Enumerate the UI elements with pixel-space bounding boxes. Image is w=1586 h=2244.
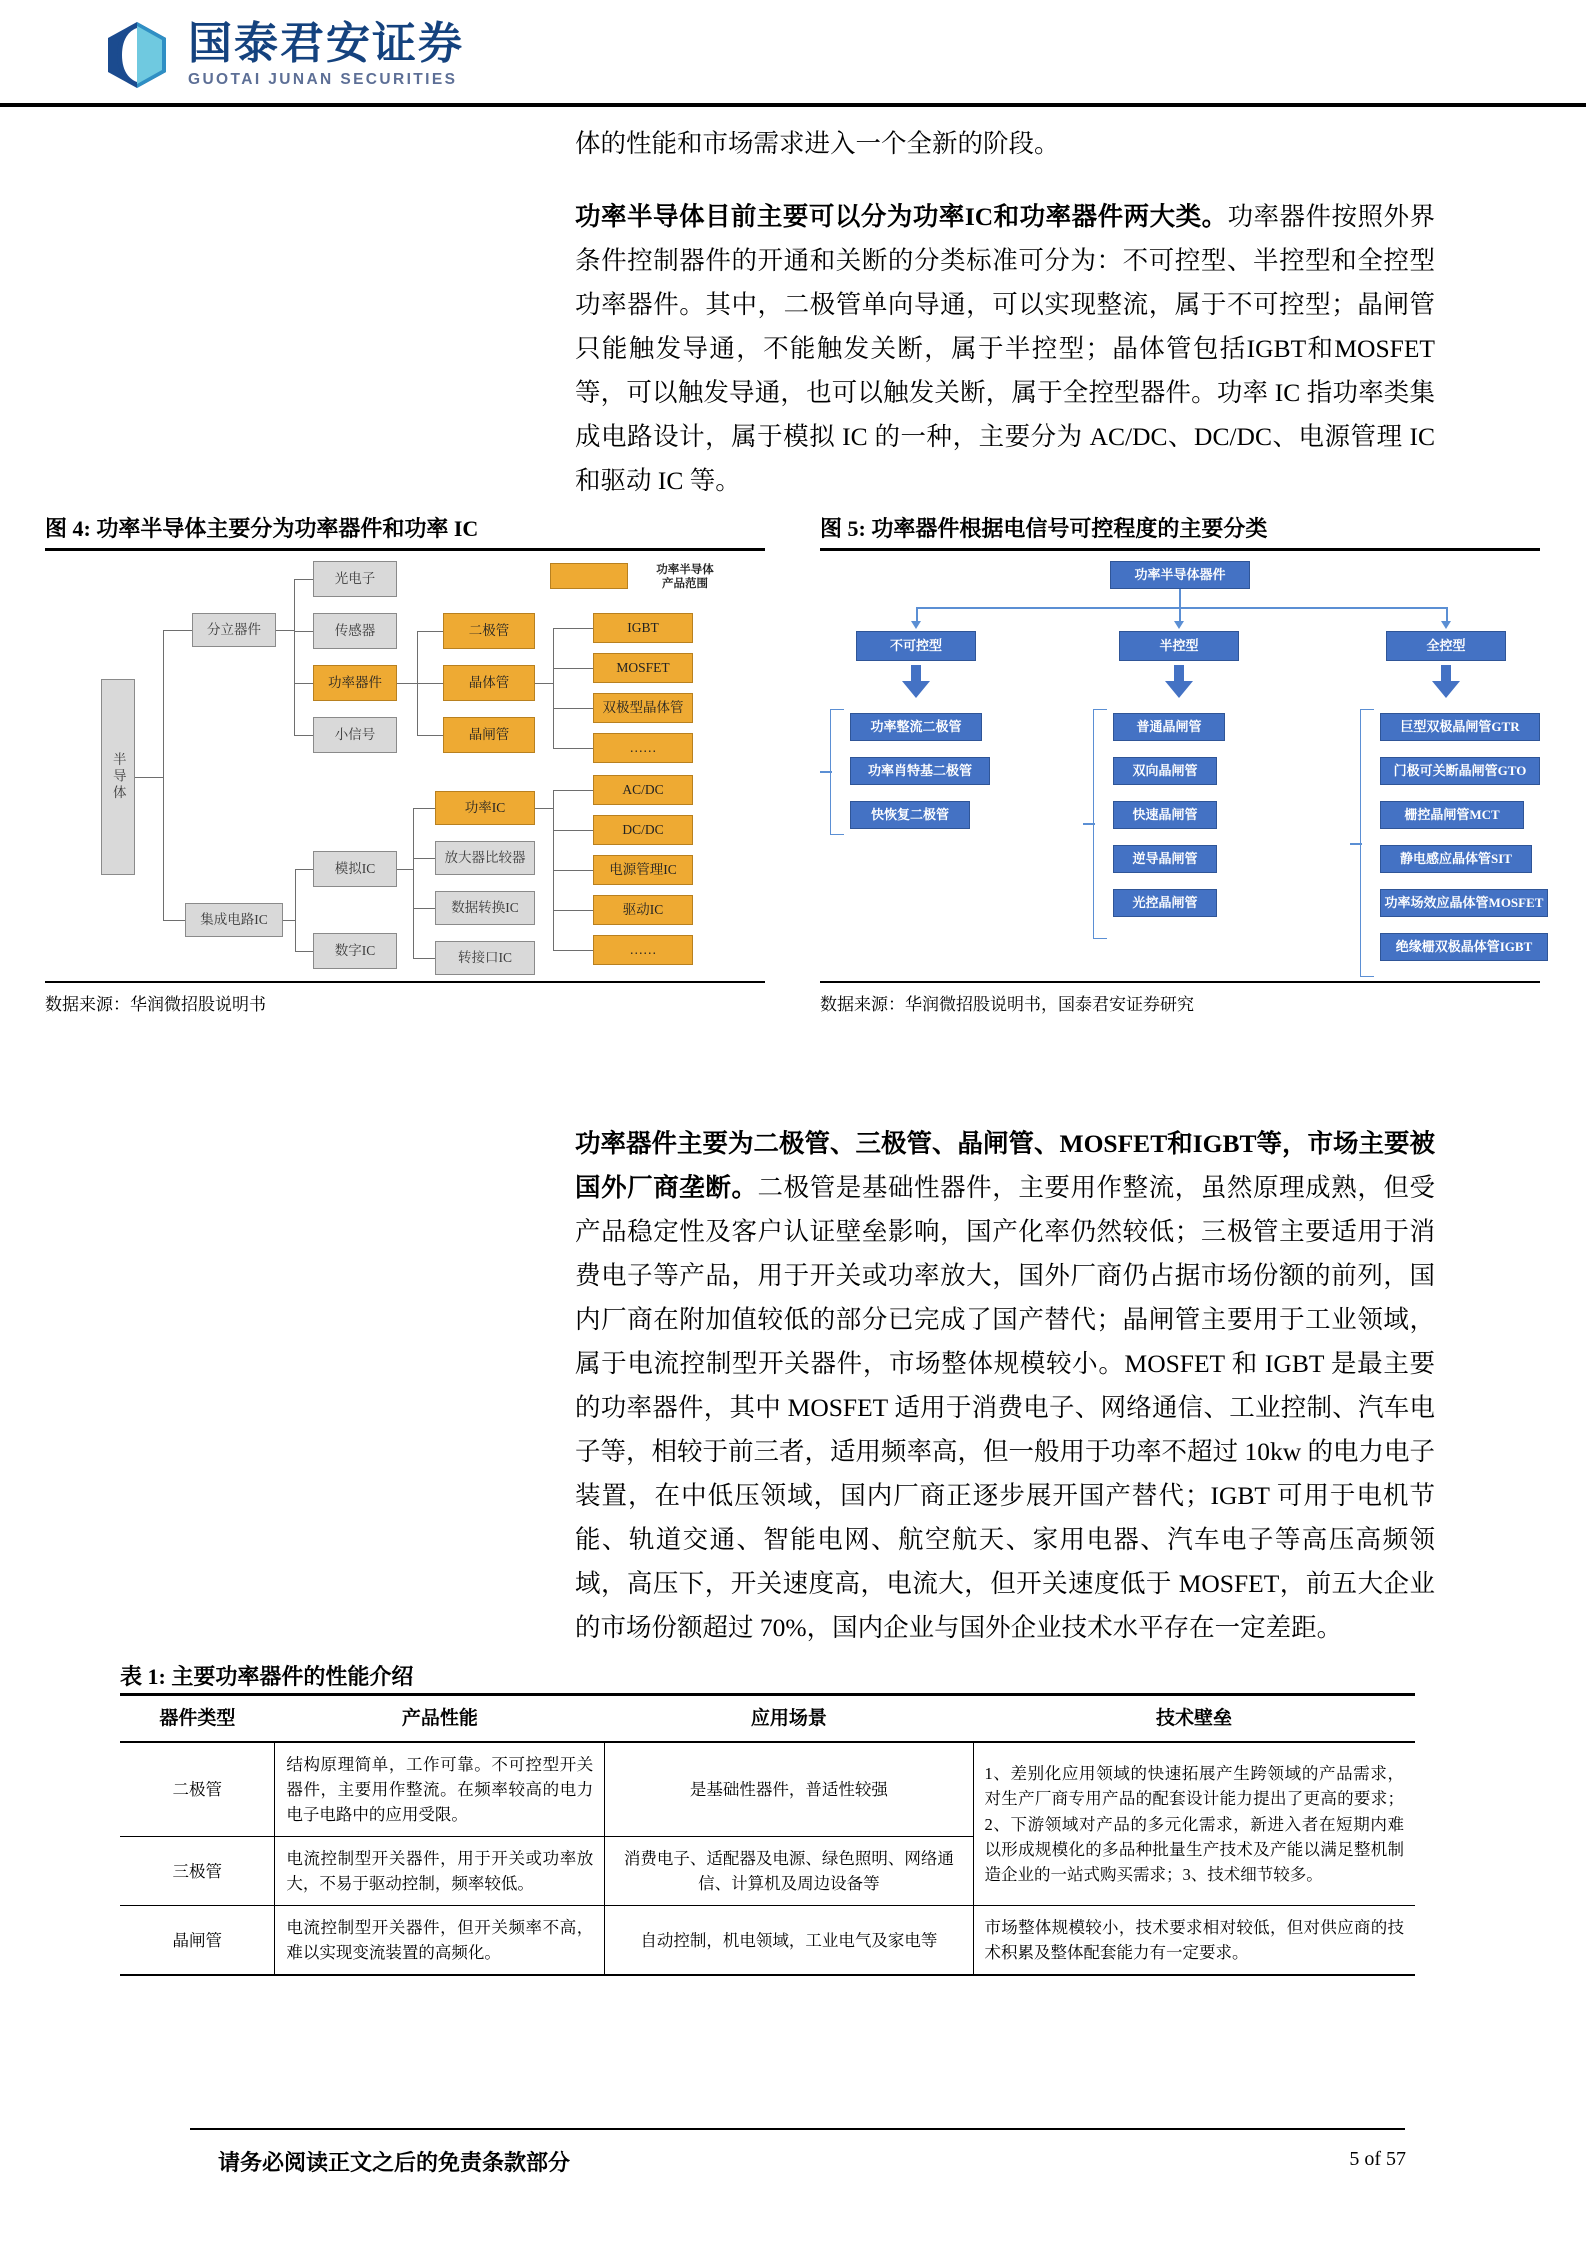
- col-header-scenario: 应用场景: [750, 1708, 827, 1729]
- paragraph-3-block: [575, 1122, 1435, 1650]
- table-1-title: [120, 1660, 413, 1691]
- node-diode: 二极管: [443, 613, 535, 649]
- link-discrete-h: [276, 630, 294, 631]
- col-header-barrier: 技术壁垒: [1155, 1708, 1232, 1729]
- arrow-left-icon: [911, 621, 921, 629]
- figure-5-source: 数据来源：华润微招股说明书，国泰君安证券研究: [820, 994, 1194, 1014]
- node-root-power-device: 功率半导体器件: [1110, 561, 1250, 589]
- item-semicontrolled-2: 快速晶闸管: [1113, 801, 1217, 829]
- link-tr-v: [553, 628, 554, 748]
- col-header-type: 器件类型: [159, 1708, 236, 1729]
- item-uncontrolled-2: 快恢复二极管: [850, 801, 970, 829]
- figure-4-title: [45, 512, 765, 548]
- table-header-row: [120, 1698, 1415, 1742]
- node-analog-ic: 模拟IC: [313, 851, 397, 887]
- arrow-mid-icon: [1174, 621, 1184, 629]
- node-root: 半导体: [101, 679, 135, 875]
- link-root-to-ic: [163, 920, 185, 921]
- node-thyristor: 晶闸管: [443, 717, 535, 753]
- table-1: [120, 1698, 1415, 1976]
- figure-5-label: 图 5:: [820, 516, 866, 541]
- item-uncontrolled-0: 功率整流二极管: [850, 713, 982, 741]
- link-a-dconv: [413, 908, 435, 909]
- link-d-sensor: [294, 631, 313, 632]
- link-pi-etc: [553, 950, 593, 951]
- paragraph-continued: 体的性能和市场需求进入一个全新的阶段。: [575, 129, 1060, 158]
- link-an-v: [413, 808, 414, 958]
- table-row: [120, 1906, 1415, 1976]
- cell-type-1: 三极管: [120, 1837, 275, 1906]
- fat-arrow-fullcontrolled-icon: [1431, 665, 1461, 699]
- footer-page-number: 5 of 57: [1349, 2148, 1406, 2170]
- link-tr-h: [535, 683, 553, 684]
- node-small-signal: 小信号: [313, 717, 397, 753]
- link-ic-analog: [295, 869, 313, 870]
- node-sensor: 传感器: [313, 613, 397, 649]
- link-p-thy: [417, 735, 443, 736]
- link-t-bjt: [553, 708, 593, 709]
- node-amp-comp: 放大器比较器: [435, 841, 535, 875]
- bracket-semicontrolled: [1093, 709, 1107, 939]
- link-power-h: [397, 683, 417, 684]
- bracket-tick-uncontrolled: [820, 771, 832, 773]
- bracket-tick-semicontrolled: [1083, 823, 1095, 825]
- node-data-conv: 数据转换IC: [435, 891, 535, 925]
- link-an-h: [397, 869, 413, 870]
- paragraph-3: [575, 1122, 1435, 1650]
- table-1-caption: 主要功率器件的性能介绍: [171, 1664, 414, 1689]
- node-digital-ic: 数字IC: [313, 933, 397, 969]
- figure-5-caption: 功率器件根据电信号可控程度的主要分类: [871, 516, 1268, 541]
- page-header: [0, 0, 1586, 110]
- node-dcdc: DC/DC: [593, 815, 693, 845]
- figure-5-title: [820, 512, 1540, 548]
- cell-type-2: 晶闸管: [120, 1906, 275, 1976]
- item-fullcontrolled-5: 绝缘栅双极晶体管IGBT: [1380, 933, 1548, 961]
- paragraph-2-block: [575, 195, 1435, 503]
- fat-arrow-uncontrolled-icon: [901, 665, 931, 699]
- cell-performance-0: 结构原理简单，工作可靠。不可控型开关器件，主要用作整流。在频率较高的电力电子电路中的应用受限。: [275, 1742, 605, 1837]
- node-igbt: IGBT: [593, 613, 693, 643]
- link-ic-v: [295, 869, 296, 951]
- link-root-h: [135, 777, 163, 778]
- link-pi-acdc: [553, 790, 593, 791]
- item-semicontrolled-3: 逆导晶闸管: [1113, 845, 1217, 873]
- footer-disclaimer: 请务必阅读正文之后的免责条款部分: [218, 2150, 571, 2175]
- legend-swatch: [550, 563, 628, 589]
- link-t-igbt: [553, 628, 593, 629]
- figure-5-diagram: [820, 551, 1544, 981]
- node-discrete: 分立器件: [192, 613, 276, 647]
- link-pi-dcdc: [553, 830, 593, 831]
- link-a-amp: [413, 858, 435, 859]
- node-power-device: 功率器件: [313, 665, 397, 701]
- link-ic-h: [283, 920, 295, 921]
- cell-scenario-1: 消费电子、适配器及电源、绿色照明、网络通信、计算机及周边设备等: [605, 1837, 973, 1906]
- logo-mark-icon: [100, 18, 174, 92]
- node-interface-ic: 转接口IC: [435, 941, 535, 975]
- table-1-rule-top: [120, 1693, 1415, 1696]
- link-pic-h: [535, 808, 553, 809]
- paragraph-2-rest: 功率器件按照外界条件控制器件的开通和关断的分类标准可分为：不可控型、半控型和全控型功率器件。其中，二极管单向导通，可以实现整流，属于不可控型；晶闸管只能触发导通，不能触发关断，属于半控型；晶体管包括IGBT和MOSFET等，可以触发导通，也可以触发关断，属于全控型器件。功率 IC 指功率类集成电路设计，属于模拟 IC 的一种，主要分为 AC/DC、DC/DC、电源管理 IC 和驱动 IC 等。: [575, 202, 1435, 495]
- item-fullcontrolled-4: 功率场效应晶体管MOSFET: [1380, 889, 1548, 917]
- link-pi-drv: [553, 910, 593, 911]
- item-fullcontrolled-1: 门极可关断晶闸管GTO: [1380, 757, 1540, 785]
- node-transistor: 晶体管: [443, 665, 535, 701]
- link-root-span: [916, 607, 1446, 609]
- figure-5: [820, 512, 1544, 1015]
- node-pmic: 电源管理IC: [593, 855, 693, 885]
- branch-head-semicontrolled: 半控型: [1119, 631, 1239, 661]
- cell-performance-1: 电流控制型开关器件，用于开关或功率放大，不易于驱动控制，频率较低。: [275, 1837, 605, 1906]
- link-t-etc: [553, 748, 593, 749]
- link-ic-digital: [295, 951, 313, 952]
- figure-4: [45, 512, 765, 1015]
- item-semicontrolled-1: 双向晶闸管: [1113, 757, 1217, 785]
- node-power-ic: 功率IC: [435, 791, 535, 825]
- link-p-diode: [417, 631, 443, 632]
- item-semicontrolled-0: 普通晶闸管: [1113, 713, 1225, 741]
- fat-arrow-semicontrolled-icon: [1164, 665, 1194, 699]
- paragraph-2-bold: 功率半导体目前主要可以分为功率IC和功率器件两大类。: [575, 202, 1228, 231]
- arrow-right-icon: [1441, 621, 1451, 629]
- figure-4-diagram: [45, 551, 765, 981]
- branch-head-uncontrolled: 不可控型: [856, 631, 976, 661]
- figure-4-source: 数据来源：华润微招股说明书: [45, 994, 266, 1014]
- table-row: [120, 1742, 1415, 1837]
- header-divider: [0, 103, 1586, 107]
- cell-type-0: 二极管: [120, 1742, 275, 1837]
- cell-barrier-2: 市场整体规模较小，技术要求相对较低，但对供应商的技术积累及整体配套能力有一定要求。: [973, 1906, 1415, 1976]
- legend-label: 功率半导体 产品范围: [656, 564, 714, 591]
- bracket-uncontrolled: [830, 709, 844, 835]
- node-mosfet: MOSFET: [593, 653, 693, 683]
- link-p-tr: [417, 683, 443, 684]
- node-ic: 集成电路IC: [185, 903, 283, 937]
- cell-performance-2: 电流控制型开关器件，但开关频率不高，难以实现变流装置的高频化。: [275, 1906, 605, 1976]
- item-fullcontrolled-3: 静电感应晶体管SIT: [1380, 845, 1532, 873]
- link-a-ifc: [413, 958, 435, 959]
- node-etc-a: ……: [593, 733, 693, 763]
- link-root-v: [163, 630, 164, 920]
- table-1-label: 表 1:: [120, 1664, 166, 1689]
- node-acdc: AC/DC: [593, 775, 693, 805]
- link-a-pic: [413, 808, 435, 809]
- col-header-performance: 产品性能: [401, 1708, 478, 1729]
- item-fullcontrolled-0: 巨型双极晶闸管GTR: [1380, 713, 1540, 741]
- link-d-small: [294, 735, 313, 736]
- paragraph-continued-block: [575, 122, 1435, 166]
- link-pi-pmic: [553, 870, 593, 871]
- bracket-tick-fullcontrolled: [1350, 843, 1362, 845]
- link-root-to-discrete: [163, 630, 192, 631]
- figure-4-caption: 功率半导体主要分为功率器件和功率 IC: [96, 516, 479, 541]
- branch-head-fullcontrolled: 全控型: [1386, 631, 1506, 661]
- logo-text-chinese: 国泰君安证券: [188, 18, 464, 68]
- paragraph-3-bold: 功率器件主要为二极管、三极管、晶闸管、MOSFET和IGBT等，市场主要被国外厂商垄断。: [575, 1129, 1435, 1202]
- guotai-junan-logo-icon: [100, 18, 174, 92]
- footer-divider: [190, 2128, 1405, 2130]
- company-logo: [100, 18, 464, 92]
- link-t-mos: [553, 668, 593, 669]
- paragraph-2: [575, 195, 1435, 503]
- link-d-opto: [294, 579, 313, 580]
- cell-scenario-0: 是基础性器件，普适性较强: [605, 1742, 973, 1837]
- node-bjt: 双极型晶体管: [593, 693, 693, 723]
- cell-scenario-2: 自动控制，机电领域，工业电气及家电等: [605, 1906, 973, 1976]
- link-root-down: [1179, 589, 1181, 607]
- link-discrete-v: [294, 579, 295, 735]
- link-d-power: [294, 683, 313, 684]
- item-fullcontrolled-2: 栅控晶闸管MCT: [1380, 801, 1524, 829]
- paragraph-3-rest: 二极管是基础性器件，主要用作整流，虽然原理成熟，但受产品稳定性及客户认证壁垒影响，国产化率仍然较低；三极管主要适用于消费电子等产品，用于开关或功率放大，国外厂商仍占据市场份额的前列，国内厂商在附加值较低的部分已完成了国产替代；晶闸管主要用于工业领域，属于电流控制型开关器件，市场整体规模较小。MOSFET 和 IGBT 是最主要的功率器件，其中 MOSFET 适用于消费电子、网络通信、工业控制、汽车电子等，相较于前三者，适用频率高，但一般用于功率不超过 10kw 的电力电子装置，在中低压领域，国内厂商正逐步展开国产替代；IGBT 可用于电机节能、轨道交通、智能电网、航空航天、家用电器、汽车电子等高压高频领域，高压下，开关速度高，电流大，但开关速度低于 MOSFET，前五大企业的市场份额超过 70%，国内企业与国外企业技术水平存在一定差距。: [575, 1173, 1435, 1642]
- item-semicontrolled-4: 光控晶闸管: [1113, 889, 1217, 917]
- node-optoelectronic: 光电子: [313, 561, 397, 597]
- node-etc-b: ……: [593, 935, 693, 965]
- bracket-fullcontrolled: [1360, 709, 1374, 977]
- item-uncontrolled-1: 功率肖特基二极管: [850, 757, 990, 785]
- figure-4-label: 图 4:: [45, 516, 91, 541]
- cell-barrier-0: 1、差别化应用领域的快速拓展产生跨领域的产品需求，对生产厂商专用产品的配套设计能力提出了更高的要求；2、下游领域对产品的多元化需求，新进入者在短期内难以形成规模化的多品种批量生产技术及产能以满足整机制造企业的一站式购买需求；3、技术细节较多。: [973, 1742, 1415, 1906]
- node-driver-ic: 驱动IC: [593, 895, 693, 925]
- logo-text-english: GUOTAI JUNAN SECURITIES: [188, 70, 458, 88]
